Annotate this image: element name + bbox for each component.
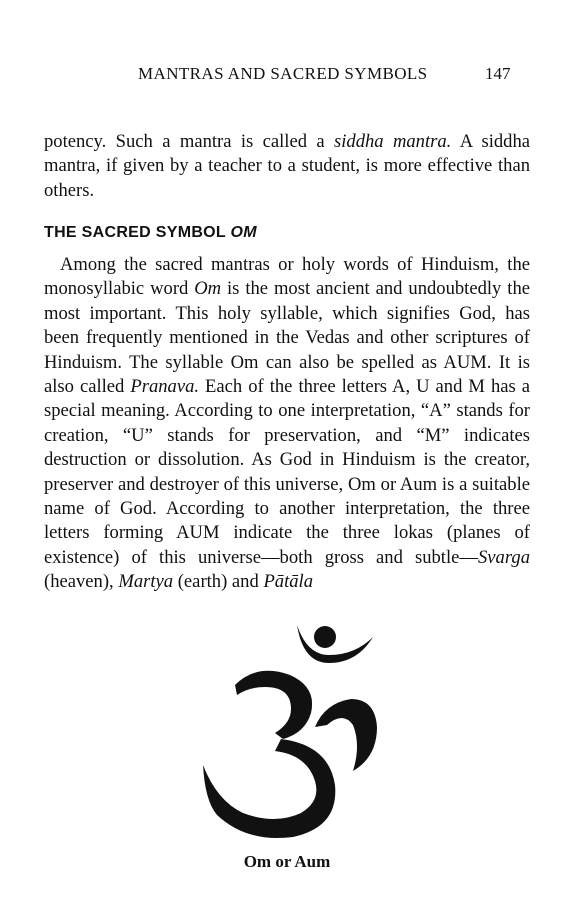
running-title: MANTRAS AND SACRED SYMBOLS (138, 64, 428, 83)
paragraph-text: A siddha mantra, if given by a teacher to a student, is more effective than others. (44, 131, 531, 201)
paragraph-continued (44, 130, 530, 203)
paragraph-text: Each of the three letters A, U and M has a special meaning. According to one interpretation, “A” stands for creation, “U” stands for preservation, and “M” indicates destruction or dissolution. As God in Hinduism is the creator, preserver and destroyer of this universe, Om or Aum is a suitable name of God. According to another interpretation, the three letters forming AUM indicate the three lokas (planes of existence) of this universe—both gross and subtle— (44, 376, 530, 568)
paragraph-text: (heaven), (44, 571, 119, 593)
paragraph-text: potency. Such a mantra is called a (44, 131, 334, 152)
paragraph-om (44, 253, 530, 595)
italic-term: Svarga (478, 546, 530, 568)
page-number: 147 (485, 64, 511, 83)
italic-term: Pātāla (263, 571, 314, 593)
running-header (0, 64, 574, 88)
figure-caption: Om or Aum (243, 852, 331, 871)
section-heading-text: THE SACRED SYMBOL (44, 224, 231, 241)
paragraph-text: is the most ancient and undoubtedly the most important. This holy syllable, which signifies God, has been frequently mentioned in the Vedas and other scriptures of Hinduism. The syllable Om can also be spelled as AUM. It is also called (44, 278, 530, 398)
section-heading-italic: OM (230, 224, 257, 241)
italic-term: siddha mantra. (334, 131, 452, 152)
section-heading (44, 224, 257, 242)
italic-term: Pranava. (130, 376, 200, 398)
paragraph-text: Among the sacred mantras or holy words of Hinduism, the monosyllabic word (44, 254, 530, 300)
om-symbol-icon (195, 615, 385, 850)
italic-term: Om (194, 278, 222, 300)
paragraph-text: (earth) and (173, 571, 264, 593)
italic-term: Martya (118, 571, 174, 593)
